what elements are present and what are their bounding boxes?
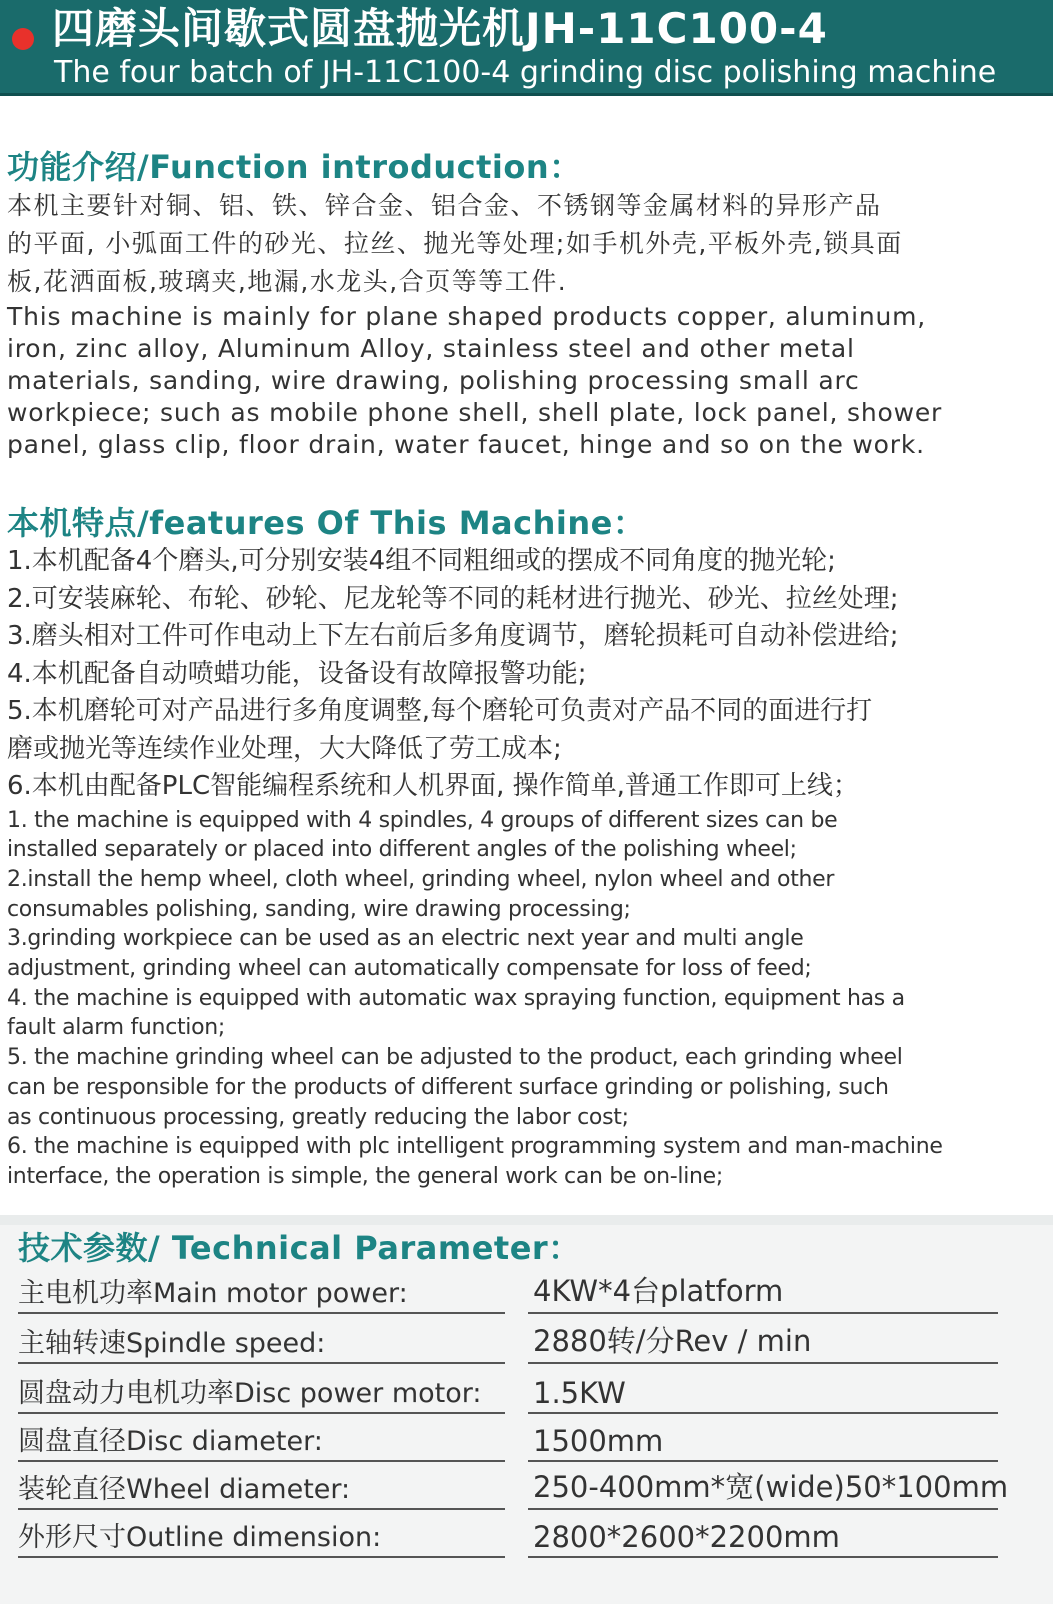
param-label-underline xyxy=(18,1312,505,1314)
feature-cn-line: 3.磨头相对工件可作电动上下左右前后多角度调节，磨轮损耗可自动补偿进给; xyxy=(7,621,899,651)
params-heading-wrap xyxy=(18,1228,1053,1268)
param-value-underline xyxy=(528,1362,998,1364)
feature-en-line: fault alarm function; xyxy=(7,1015,226,1041)
feature-en-line: interface, the operation is simple, the general work can be on-line; xyxy=(7,1163,723,1189)
function-cn-line: 的平面, 小弧面工件的砂光、拉丝、抛光等处理;如手机外壳,平板外壳,锁具面 xyxy=(7,229,903,258)
features-section xyxy=(7,503,1047,1192)
function-cn-line: 板,花洒面板,玻璃夹,地漏,水龙头,合页等等工件. xyxy=(7,267,568,296)
param-label: 圆盘动力电机功率Disc power motor: xyxy=(18,1378,482,1409)
function-en-line: materials, sanding, wire drawing, polishing processing small arc xyxy=(7,366,860,395)
param-value: 250-400mm*宽(wide)50*100mm xyxy=(533,1470,1009,1504)
features-heading: 本机特点/features Of This Machine： xyxy=(7,504,646,542)
feature-en-line: adjustment, grinding wheel can automatically compensate for loss of feed; xyxy=(7,956,812,982)
feature-cn-line: 4.本机配备自动喷蜡功能，设备设有故障报警功能; xyxy=(7,658,587,689)
function-en-line: This machine is mainly for plane shaped products copper, aluminum, xyxy=(7,302,927,331)
param-row-disc-power xyxy=(18,1366,1018,1414)
param-value-underline xyxy=(528,1312,998,1314)
param-value: 2880转/分Rev / min xyxy=(533,1324,812,1358)
function-en-line: panel, glass clip, floor drain, water faucet, hinge and so on the work. xyxy=(7,430,925,459)
param-label-underline xyxy=(18,1556,505,1558)
feature-cn-line: 1.本机配备4个磨头,可分别安装4组不同粗细或的摆成不同角度的抛光轮; xyxy=(7,546,836,576)
feature-en-line: 4. the machine is equipped with automatic wax spraying function, equipment has a xyxy=(7,985,905,1011)
feature-en-line: 3.grinding workpiece can be used as an electric next year and multi angle xyxy=(7,926,804,952)
param-value-underline xyxy=(528,1556,998,1558)
param-label-underline xyxy=(18,1362,505,1364)
feature-en-line: consumables polishing, sanding, wire drawing processing; xyxy=(7,896,631,922)
feature-cn-line: 2.可安装麻轮、布轮、砂轮、尼龙轮等不同的耗材进行抛光、砂光、拉丝处理; xyxy=(7,583,899,614)
title-english: The four batch of JH-11C100-4 grinding disc polishing machine xyxy=(54,55,997,90)
feature-en-line: 1. the machine is equipped with 4 spindles, 4 groups of different sizes can be xyxy=(7,807,838,833)
function-cn-line: 本机主要针对铜、铝、铁、锌合金、铝合金、不锈钢等金属材料的异形产品 xyxy=(7,191,882,220)
divider xyxy=(0,1215,1053,1225)
param-label: 装轮直径Wheel diameter: xyxy=(18,1474,351,1505)
function-en-line: workpiece; such as mobile phone shell, shell plate, lock panel, shower xyxy=(7,398,943,427)
red-dot-icon xyxy=(12,28,34,50)
param-label: 主轴转速Spindle speed: xyxy=(18,1328,326,1359)
feature-en-line: 5. the machine grinding wheel can be adjusted to the product, each grinding wheel xyxy=(7,1045,903,1071)
param-row-spindle-speed xyxy=(18,1316,1018,1364)
param-row-wheel-diameter xyxy=(18,1462,1018,1510)
param-value: 4KW*4台platform xyxy=(533,1274,784,1308)
param-label: 外形尺寸Outline dimension: xyxy=(18,1522,382,1553)
feature-en-line: can be responsible for the products of different surface grinding or polishing, such xyxy=(7,1074,889,1100)
feature-cn-line: 5.本机磨轮可对产品进行多角度调整,每个磨轮可负责对产品不同的面进行打 xyxy=(7,696,873,726)
param-row-disc-diameter xyxy=(18,1414,1018,1462)
feature-cn-line: 磨或抛光等连续作业处理，大大降低了劳工成本; xyxy=(7,733,562,764)
param-row-outline-dimension xyxy=(18,1510,1018,1558)
feature-en-line: installed separately or placed into different angles of the polishing wheel; xyxy=(7,837,797,863)
param-label: 圆盘直径Disc diameter: xyxy=(18,1426,323,1457)
param-label: 主电机功率Main motor power: xyxy=(18,1278,408,1309)
feature-cn-line: 6.本机由配备PLC智能编程系统和人机界面, 操作简单,普通工作即可上线； xyxy=(7,771,859,801)
header-banner xyxy=(0,0,1053,96)
param-row-main-motor xyxy=(18,1266,1018,1314)
params-heading: 技术参数/ Technical Parameter： xyxy=(18,1229,581,1267)
param-value: 1.5KW xyxy=(533,1376,626,1410)
function-en-line: iron, zinc alloy, Aluminum Alloy, stainless steel and other metal xyxy=(7,334,855,363)
title-chinese: 四磨头间歇式圆盘抛光机JH-11C100-4 xyxy=(52,4,828,53)
function-heading: 功能介绍/Function introduction： xyxy=(7,148,582,186)
param-value: 1500mm xyxy=(533,1424,664,1458)
feature-en-line: as continuous processing, greatly reducing the labor cost; xyxy=(7,1104,629,1130)
param-value: 2800*2600*2200mm xyxy=(533,1520,840,1554)
feature-en-line: 2.install the hemp wheel, cloth wheel, grinding wheel, nylon wheel and other xyxy=(7,866,835,892)
feature-en-line: 6. the machine is equipped with plc intelligent programming system and man-machine xyxy=(7,1134,943,1160)
function-section xyxy=(7,147,1047,461)
